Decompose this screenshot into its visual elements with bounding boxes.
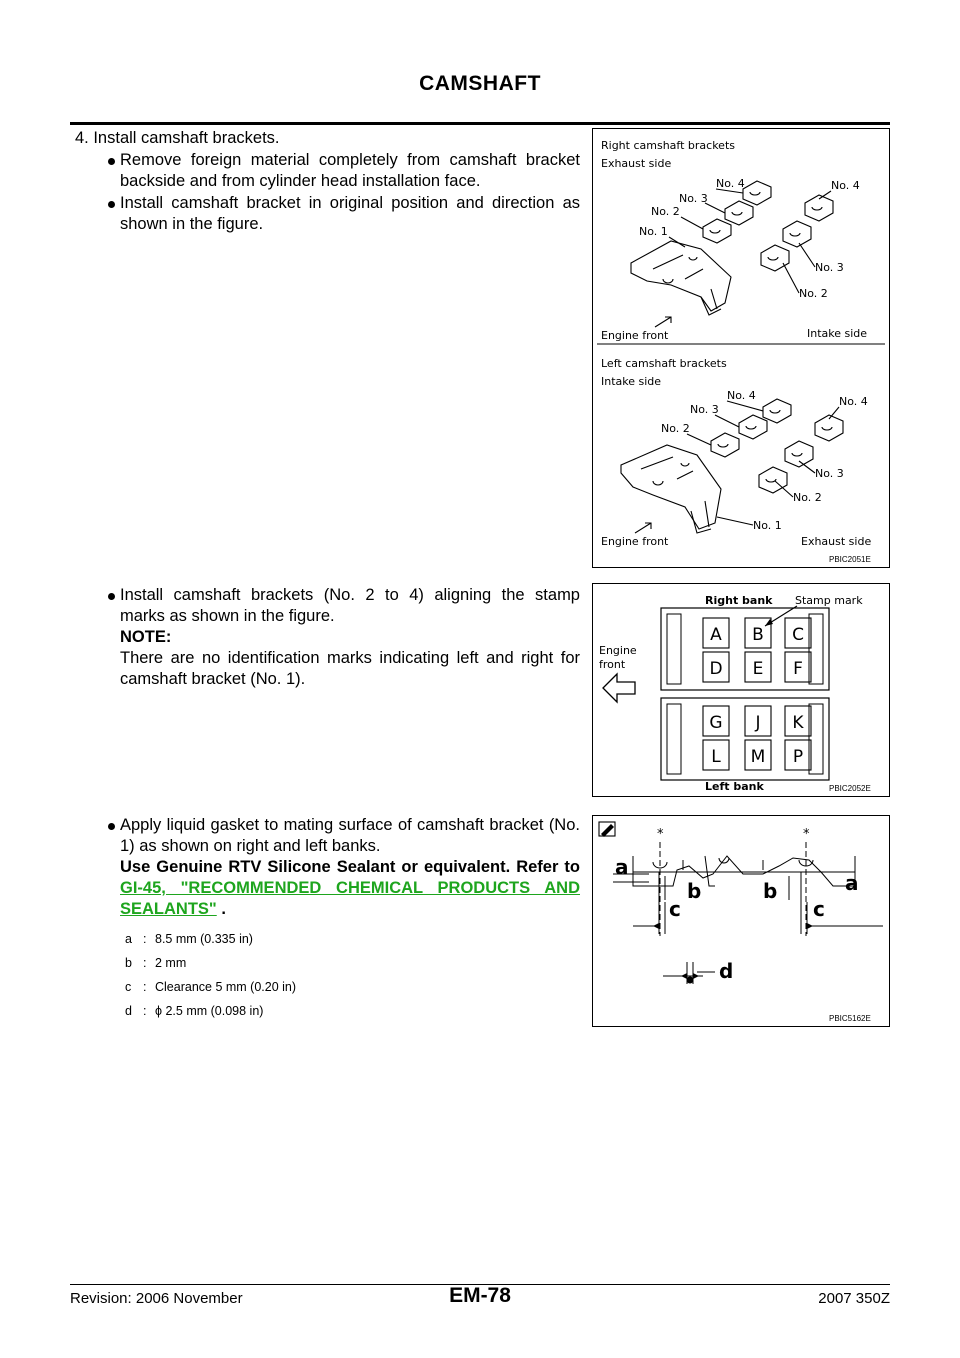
fig1-left-side: Intake side: [601, 375, 662, 388]
fig1-l-no2: No. 2: [661, 422, 690, 435]
stamp-letter: E: [752, 659, 764, 679]
fig3-label-b: b: [763, 879, 778, 903]
fig3-label-d: d: [719, 959, 734, 983]
bullet-4-bold: Use Genuine RTV Silicone Sealant or equivalent. Refer to: [120, 858, 580, 876]
header-rule: [70, 122, 890, 125]
stamp-letter: P: [792, 747, 804, 767]
fig3-star: *: [803, 827, 810, 842]
fig1-intake-side: Intake side: [807, 327, 868, 340]
note-line2: camshaft bracket (No. 1).: [120, 670, 306, 688]
fig1-right-title: Right camshaft brackets: [601, 139, 735, 152]
gi-45-link-cont[interactable]: SEALANTS": [120, 900, 217, 918]
fig1-l-no1: No. 1: [753, 519, 782, 532]
fig1-r-no2: No. 2: [651, 205, 680, 218]
stamp-letter: L: [711, 747, 721, 767]
fig3-label-c: c: [669, 897, 681, 921]
camshaft-brackets-figure: [592, 128, 890, 568]
footer-model: 2007 350Z: [818, 1290, 890, 1307]
fig3-label-a: a: [615, 855, 629, 879]
fig1-engine-front-top: Engine front: [601, 329, 669, 342]
fig3-label-a: a: [845, 871, 859, 895]
fig1-l-no4b: No. 4: [839, 395, 868, 408]
note-line1: There are no identification marks indicating left and right for: [120, 649, 580, 667]
fig1-engine-front-bottom: Engine front: [601, 535, 669, 548]
stamp-letter: B: [752, 625, 764, 645]
fig2-right-bank: Right bank: [705, 594, 773, 607]
footer-revision: Revision: 2006 November: [70, 1290, 243, 1307]
gi-45-link[interactable]: GI-45, "RECOMMENDED CHEMICAL PRODUCTS AND: [120, 879, 580, 897]
stamp-letter: J: [755, 713, 761, 733]
fig1-r-no1: No. 1: [639, 225, 668, 238]
stamp-letter: D: [709, 659, 723, 679]
fig1-code: PBIC2051E: [829, 555, 871, 564]
fig1-l-no2b: No. 2: [793, 491, 822, 504]
stamp-marks-figure: [592, 583, 890, 797]
fig1-l-no3b: No. 3: [815, 467, 844, 480]
bullet-2-line1: Install camshaft bracket in original position and direction as: [120, 194, 580, 212]
bullet-4-line2: 1) as shown on right and left banks.: [120, 837, 381, 855]
bullet-1-line2: backside and from cylinder head installation face.: [120, 172, 481, 190]
stamp-letter: M: [750, 747, 766, 767]
fig1-left-title: Left camshaft brackets: [601, 357, 727, 370]
bullet-3-line2: marks as shown in the figure.: [120, 607, 335, 625]
fig1-r-no4b: No. 4: [831, 179, 860, 192]
fig1-r-no3: No. 3: [679, 192, 708, 205]
stamp-letter: C: [792, 625, 804, 645]
fig2-front: front: [599, 658, 626, 671]
bullet-icon: [108, 201, 115, 208]
liquid-gasket-icon: [599, 822, 615, 837]
note-label: NOTE:: [120, 628, 172, 646]
step-text: 4. Install camshaft brackets.: [75, 129, 280, 147]
fig2-engine: Engine: [599, 644, 637, 657]
stamp-letter: A: [710, 625, 722, 645]
bullet-1-line1: Remove foreign material completely from camshaft bracket: [120, 151, 580, 169]
link-trail: .: [216, 900, 226, 918]
fig1-exhaust-side: Exhaust side: [801, 535, 872, 548]
bullet-icon: [108, 158, 115, 165]
fig3-label-c: c: [813, 897, 825, 921]
fig3-code: PBIC5162E: [829, 1014, 871, 1023]
bullet-2-line2: shown in the figure.: [120, 215, 264, 233]
fig1-r-no4: No. 4: [716, 177, 745, 190]
fig2-stamp-mark: Stamp mark: [795, 594, 863, 607]
bullet-4-line1: Apply liquid gasket to mating surface of camshaft bracket (No.: [120, 816, 580, 834]
fig3-star: *: [657, 827, 664, 842]
bullet-icon: [108, 593, 115, 600]
bullet-icon: [108, 823, 115, 830]
stamp-letter: F: [793, 659, 803, 679]
fig1-r-no3b: No. 3: [815, 261, 844, 274]
fig1-r-no2b: No. 2: [799, 287, 828, 300]
bullet-3-line1: Install camshaft brackets (No. 2 to 4) aligning the stamp: [120, 586, 580, 604]
fig3-label-b: b: [687, 879, 702, 903]
fig2-code: PBIC2052E: [829, 784, 871, 793]
fig1-right-side: Exhaust side: [601, 157, 672, 170]
fig1-l-no4: No. 4: [727, 389, 756, 402]
liquid-gasket-figure: [592, 815, 890, 1027]
stamp-letter: K: [792, 713, 804, 733]
page-title: CAMSHAFT: [419, 72, 541, 95]
fig2-left-bank: Left bank: [705, 780, 764, 793]
fig1-l-no3: No. 3: [690, 403, 719, 416]
stamp-letter: G: [709, 713, 723, 733]
page-number: EM-78: [449, 1284, 511, 1307]
